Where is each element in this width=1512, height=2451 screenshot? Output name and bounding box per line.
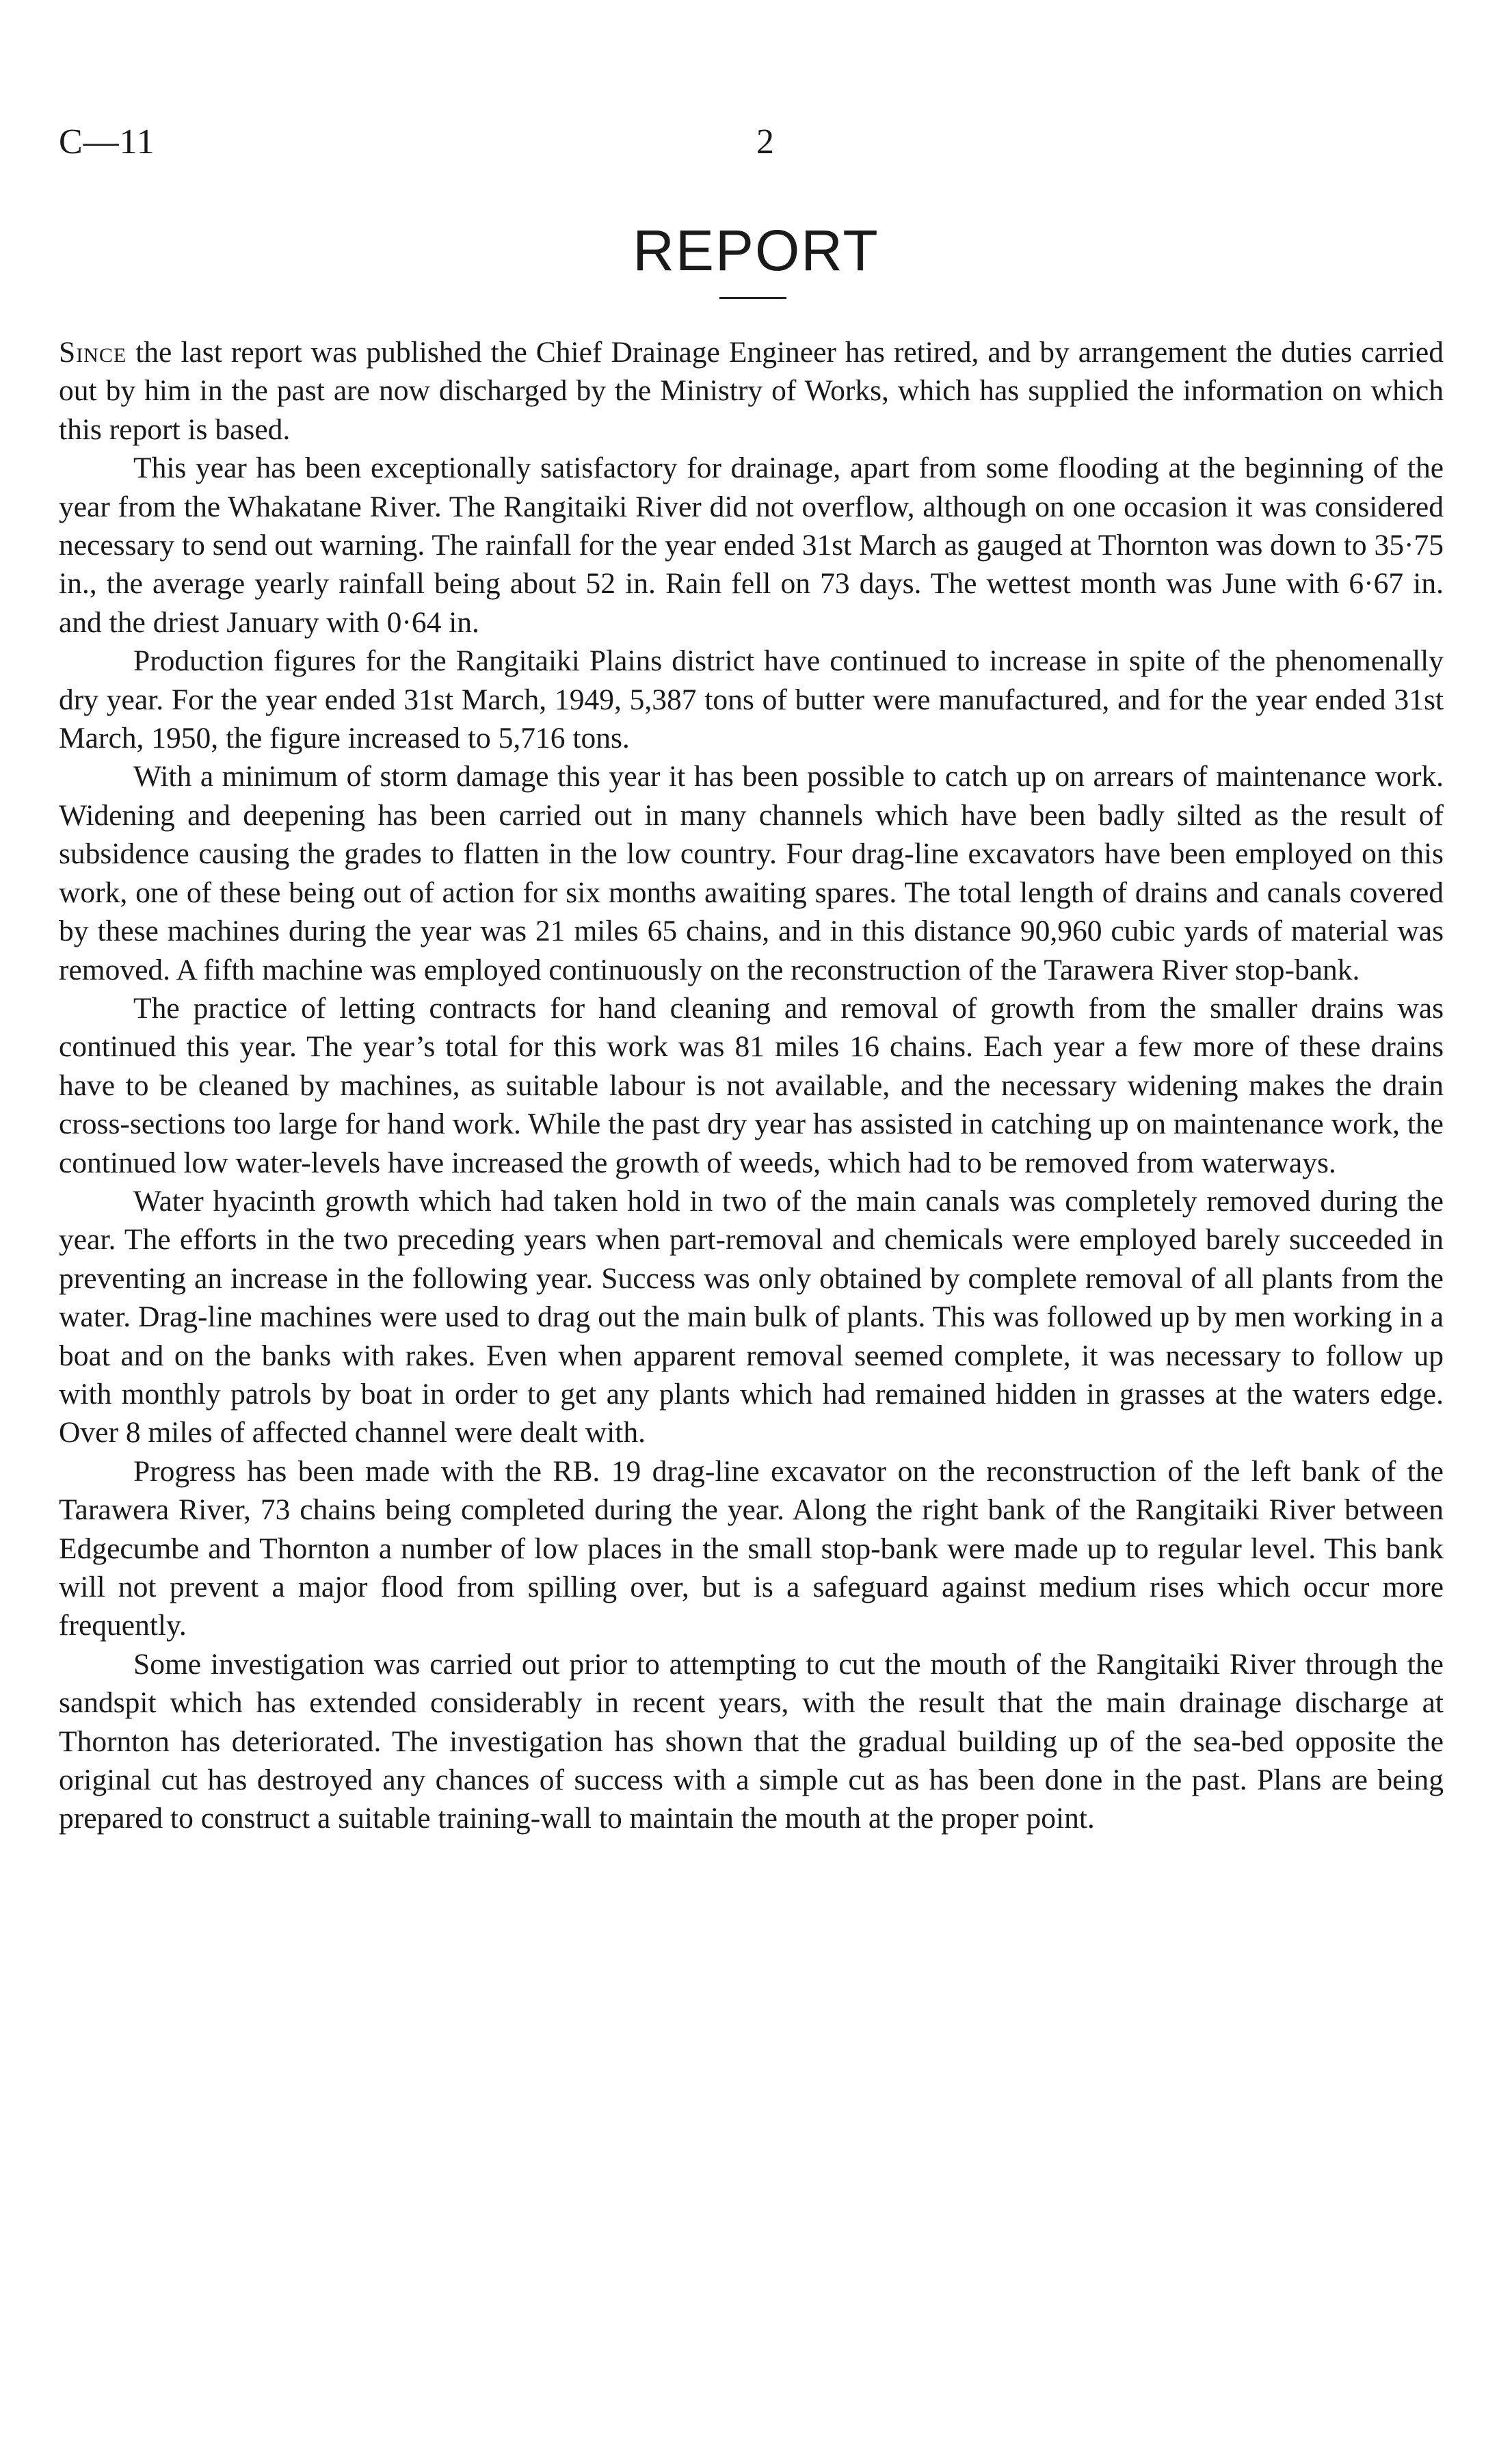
page-number: 2 bbox=[756, 122, 774, 161]
paragraph-5: The practice of letting contracts for hand cleaning and removal of growth from the smaller drains was continued this year. The year’s total for this work was 81 miles 16 chains. Each year a few more of these drains have to be cleaned by machines, as suitable labour is not available, and the necessary widening makes the drain cross-sections too large for hand work. While the past dry year has assisted in catching up on maintenance work, the continued low water-levels have increased the growth of weeds, which had to be removed from waterways. bbox=[59, 991, 1444, 1179]
paragraph-4: With a minimum of storm damage this year it has been possible to catch up on arrears of maintenance work. Widening and deepening has been carried out in many channels which have been badly silted as the result of subsidence causing the grades to flatten in the low country. Four drag-line excavators have been employed on this work, one of these being out of action for six months awaiting spares. The total length of drains and canals covered by these machines during the year was 21 miles 65 chains, and in this distance 90,960 cubic yards of material was removed. A fifth machine was employed continuously on the reconstruction of the Tarawera River stop-bank. bbox=[59, 760, 1444, 986]
paragraph-1 bbox=[59, 333, 1444, 449]
document-code: C—11 bbox=[59, 122, 155, 161]
paragraph-3: Production figures for the Rangitaiki Plains district have continued to increase in spite of the phenomenally dry year. For the year ended 31st March, 1949, 5,387 tons of butter were manufactured, and for the year ended 31st March, 1950, the figure increased to 5,716 tons. bbox=[59, 644, 1444, 755]
page-header bbox=[59, 122, 1444, 176]
paragraph-6: Water hyacinth growth which had taken hold in two of the main canals was completely removed during the year. The efforts in the two preceding years when part-removal and chemicals were employed barely succeeded in preventing an increase in the following year. Success was only obtained by complete removal of all plants from the water. Drag-line machines were used to drag out the main bulk of plants. This was followed up by men working in a boat and on the banks with rakes. Even when apparent removal seemed complete, it was necessary to follow up with monthly patrols by boat in order to get any plants which had remained hidden in grasses at the waters edge. Over 8 miles of affected channel were dealt with. bbox=[59, 1184, 1444, 1450]
title-divider bbox=[719, 297, 786, 299]
paragraph-lead-word: Since bbox=[59, 336, 127, 369]
paragraph-7: Progress has been made with the RB. 19 drag-line excavator on the reconstruction of the left bank of the Tarawera River, 73 chains being completed during the year. Along the right bank of the Rangitaiki River between Edgecumbe and Thornton a number of low places in the small stop-bank were made up to regular level. This bank will not prevent a major flood from spilling over, but is a safeguard against medium rises which occur more frequently. bbox=[59, 1454, 1444, 1642]
paragraph-8: Some investigation was carried out prior to attempting to cut the mouth of the Rangitaiki River through the sandspit which has extended considerably in recent years, with the result that the main drainage discharge at Thornton has deteriorated. The investigation has shown that the gradual building up of the sea-bed opposite the original cut has destroyed any chances of success with a simple cut as has been done in the past. Plans are being prepared to construct a suitable training-wall to maintain the mouth at the proper point. bbox=[59, 1647, 1444, 1835]
paragraph-text: the last report was published the Chief Drainage Engineer has retired, and by arrangement the duties carried out by him in the past are now discharged by the Ministry of Works, which has supplied the information on which this report is based. bbox=[59, 336, 1444, 446]
report-body bbox=[59, 333, 1444, 1838]
report-title: REPORT bbox=[633, 218, 879, 283]
paragraph-2: This year has been exceptionally satisfactory for drainage, apart from some flooding at the beginning of the year from the Whakatane River. The Rangitaiki River did not overflow, although on one occasion it was considered necessary to send out warning. The rainfall for the year ended 31st March as gauged at Thornton was down to 35·75 in., the average yearly rainfall being about 52 in. Rain fell on 73 days. The wettest month was June with 6·67 in. and the driest January with 0·64 in. bbox=[59, 451, 1444, 639]
